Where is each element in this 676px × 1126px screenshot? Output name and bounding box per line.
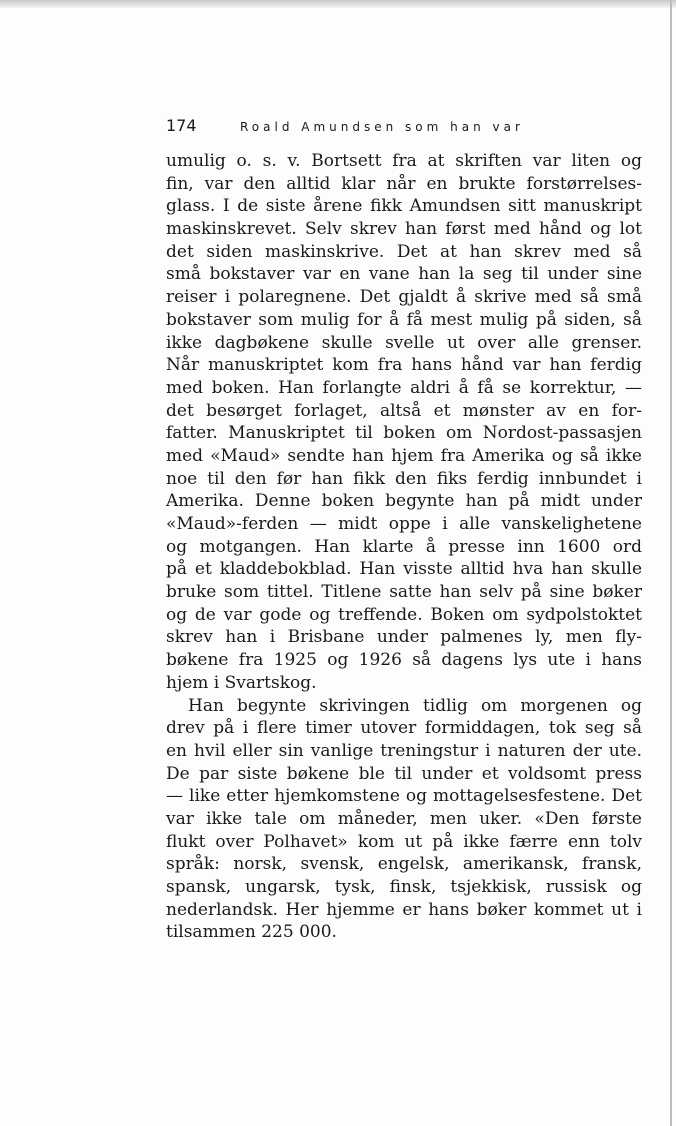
page-number: 174 xyxy=(166,116,197,135)
text-line: flukt over Polhavet» kom ut på ikke færre enn tolv xyxy=(166,831,642,852)
text-line: skrev han i Brisbane under palmenes ly, men fly- xyxy=(166,627,642,648)
text-line: fatter. Manuskriptet til boken om Nordost-passasjen xyxy=(166,423,642,444)
text-line: og motgangen. Han klarte å presse inn 1600 ord xyxy=(166,536,642,557)
text-line: «Maud»-ferden — midt oppe i alle vanskelighetene xyxy=(166,514,642,534)
text-line: glass. I de siste årene fikk Amundsen sitt manuskript xyxy=(166,196,642,217)
page-top-edge xyxy=(0,0,676,8)
paragraph-start-line: Han begynte skrivingen tidlig om morgenen og xyxy=(188,695,642,716)
text-line: De par siste bøkene ble til under et voldsomt press xyxy=(166,763,642,784)
text-line: Når manuskriptet kom fra hans hånd var han ferdig xyxy=(166,355,642,376)
text-line: Amerika. Denne boken begynte han på midt under xyxy=(166,491,642,512)
text-line: bruke som tittel. Titlene satte han selv på sine bøker xyxy=(166,582,642,603)
text-line: spansk, ungarsk, tysk, finsk, tsjekkisk, russisk og xyxy=(166,877,642,897)
text-line: på et kladdebokblad. Han visste alltid hva han skulle xyxy=(166,559,642,580)
text-line: — like etter hjemkomstene og mottagelsesfestene. Det xyxy=(166,786,642,807)
text-line: det siden maskinskrive. Det at han skrev med så xyxy=(166,241,642,262)
text-line: drev på i flere timer utover formiddagen, tok seg så xyxy=(166,718,642,739)
body-text xyxy=(166,150,642,944)
text-line: en hvil eller sin vanlige treningstur i naturen der ute. xyxy=(166,740,642,761)
page-right-edge xyxy=(670,0,672,1126)
text-line: språk: norsk, svensk, engelsk, amerikansk, fransk, xyxy=(166,854,642,875)
running-title: Roald Amundsen som han var xyxy=(240,120,524,134)
paragraph-end-line: hjem i Svartskog. xyxy=(166,672,317,693)
text-line: med boken. Han forlangte aldri å få se korrektur, — xyxy=(166,377,642,398)
text-line: umulig o. s. v. Bortsett fra at skriften var liten og xyxy=(166,151,642,171)
text-line: med «Maud» sendte han hjem fra Amerika og så ikke xyxy=(166,445,642,466)
text-line: maskinskrevet. Selv skrev han først med hånd og lot xyxy=(166,219,642,240)
text-line: var ikke tale om måneder, men uker. «Den første xyxy=(166,808,642,829)
text-line: fin, var den alltid klar når en brukte forstørrelses- xyxy=(166,173,642,194)
paragraph-end-line: tilsammen 225 000. xyxy=(166,922,337,943)
text-line: nederlandsk. Her hjemme er hans bøker kommet ut i xyxy=(166,899,642,920)
text-line: noe til den før han fikk den fiks ferdig innbundet i xyxy=(166,468,642,489)
text-line: bokstaver som mulig for å få mest mulig på siden, så xyxy=(166,309,642,330)
text-line: ikke dagbøkene skulle svelle ut over alle grenser. xyxy=(166,332,642,353)
page-header xyxy=(166,116,570,137)
text-line: reiser i polaregnene. Det gjaldt å skrive med så små xyxy=(166,287,642,308)
text-line: og de var gode og treffende. Boken om sydpolstoktet xyxy=(166,604,642,625)
text-line: små bokstaver var en vane han la seg til under sine xyxy=(166,264,642,285)
text-line: det besørget forlaget, altså et mønster av en for- xyxy=(166,400,642,421)
text-line: bøkene fra 1925 og 1926 så dagens lys ute i hans xyxy=(166,650,642,671)
